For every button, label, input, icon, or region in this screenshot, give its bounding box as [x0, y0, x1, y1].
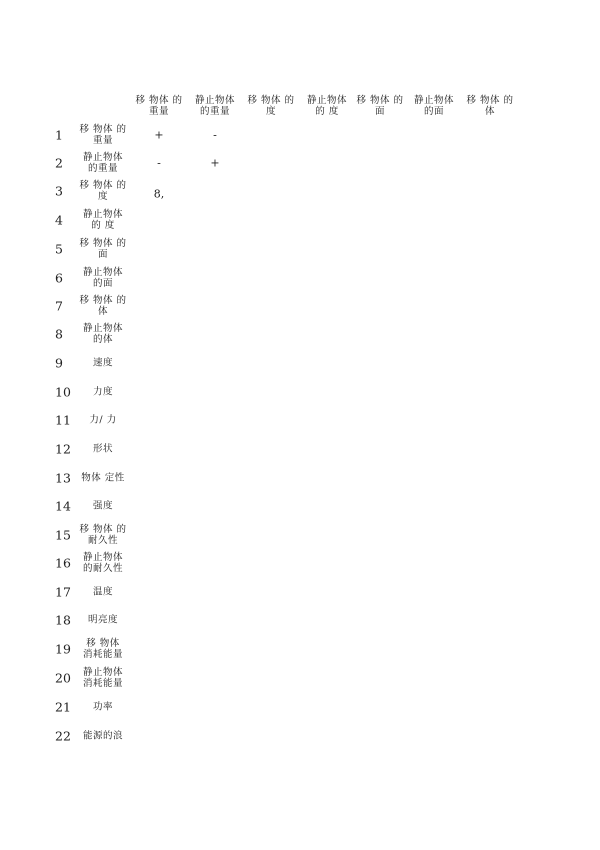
column-header: [243, 95, 299, 117]
column-header-line1: 静止物体: [413, 95, 454, 106]
table-row: [0, 693, 600, 721]
row-number: 7: [55, 298, 63, 314]
row-number: 3: [55, 183, 63, 199]
row-label-line1: 功率: [92, 701, 113, 713]
table-row: [0, 722, 600, 750]
row-label-line2: 度: [97, 191, 108, 202]
row-label-line2: 消耗能量: [82, 649, 123, 660]
table-row: [0, 235, 600, 263]
row-number: 5: [55, 241, 63, 257]
column-header-line2: 的 度: [315, 106, 339, 117]
row-label: [75, 731, 131, 742]
column-header-line1: 移 物体 的: [135, 95, 183, 106]
row-number: 9: [55, 355, 63, 371]
row-label: [75, 295, 131, 317]
row-label: [75, 238, 131, 260]
table-row: [0, 149, 600, 177]
column-header-line2: 度: [265, 106, 276, 117]
row-label: [75, 473, 131, 484]
row-number: 11: [55, 412, 71, 428]
table-row: [0, 435, 600, 463]
row-label-line1: 移 物体 的: [79, 180, 127, 191]
column-header-line2: 的面: [423, 106, 444, 117]
row-label-line1: 明亮度: [87, 614, 118, 626]
table-row: [0, 492, 600, 520]
table-row: [0, 177, 600, 205]
column-header-line1: 静止物体: [306, 95, 347, 106]
row-label: [75, 638, 131, 660]
row-label: [75, 387, 131, 398]
row-label-line2: 的面: [92, 278, 113, 289]
table-row: [0, 464, 600, 492]
row-label: [75, 152, 131, 174]
row-label-line2: 重量: [92, 135, 113, 146]
row-label-line1: 速度: [92, 357, 113, 369]
column-header-line1: 移 物体 的: [466, 95, 514, 106]
row-label-line1: 能源的浪: [82, 730, 123, 742]
table-row: [0, 635, 600, 663]
row-label-line2: 耐久性: [87, 535, 118, 546]
column-header: [462, 95, 518, 117]
row-number: 4: [55, 212, 63, 228]
row-number: 8: [55, 326, 63, 342]
row-label: [75, 552, 131, 574]
column-header-line1: 移 物体 的: [356, 95, 404, 106]
row-label-line1: 温度: [92, 586, 113, 598]
row-label-line1: 强度: [92, 500, 113, 512]
row-number: 6: [55, 270, 63, 286]
row-label-line1: 移 物体 的: [79, 238, 127, 249]
table-row: [0, 206, 600, 234]
column-header: [299, 95, 355, 117]
row-number: 10: [55, 384, 71, 400]
row-number: 13: [55, 470, 71, 486]
row-label-line1: 形状: [92, 443, 113, 455]
row-label-line2: 的重量: [87, 163, 118, 174]
table-row: [0, 320, 600, 348]
row-label-line1: 移 物体 的: [79, 295, 127, 306]
row-label-line2: 的体: [92, 334, 113, 345]
matrix-cell: +: [154, 128, 164, 142]
row-label-line1: 移 物体: [86, 638, 120, 649]
column-header: [187, 95, 243, 117]
row-label-line1: 静止物体: [82, 152, 123, 163]
table-row: [0, 578, 600, 606]
row-label: [75, 615, 131, 626]
row-label-line2: 面: [97, 249, 108, 260]
row-number: 21: [55, 699, 71, 715]
row-label-line1: 静止物体: [82, 323, 123, 334]
row-label-line1: 静止物体: [82, 552, 123, 563]
row-number: 15: [55, 527, 71, 543]
row-label-line1: 力度: [92, 386, 113, 398]
row-label-line1: 移 物体 的: [79, 524, 127, 535]
row-label: [75, 358, 131, 369]
row-number: 22: [55, 728, 71, 744]
row-label: [75, 444, 131, 455]
table-row: [0, 521, 600, 549]
table-row: [0, 549, 600, 577]
matrix-cell: +: [210, 156, 220, 170]
row-label-line2: 体: [97, 306, 108, 317]
row-label-line1: 静止物体: [82, 667, 123, 678]
matrix-cell: 8,: [153, 187, 165, 201]
table-row: [0, 664, 600, 692]
row-label-line2: 的耐久性: [82, 563, 123, 574]
column-header-line2: 重量: [148, 106, 169, 117]
row-label: [75, 587, 131, 598]
row-label-line1: 力/ 力: [89, 414, 117, 426]
row-label-line1: 静止物体: [82, 267, 123, 278]
row-label: [75, 501, 131, 512]
row-label-line2: 的 度: [91, 220, 115, 231]
row-number: 19: [55, 641, 71, 657]
row-number: 16: [55, 555, 71, 571]
row-number: 18: [55, 612, 71, 628]
row-label-line1: 物体 定性: [81, 472, 125, 484]
column-header-line2: 的重量: [199, 106, 230, 117]
column-header-line2: 面: [374, 106, 385, 117]
row-label: [75, 667, 131, 689]
column-header: [352, 95, 408, 117]
row-label: [75, 702, 131, 713]
column-header: [131, 95, 187, 117]
row-label-line1: 移 物体 的: [79, 124, 127, 135]
row-number: 2: [55, 155, 63, 171]
row-number: 20: [55, 670, 71, 686]
row-label: [75, 415, 131, 426]
table-row: [0, 292, 600, 320]
table-row: [0, 264, 600, 292]
matrix-cell: -: [157, 156, 161, 170]
table-row: [0, 406, 600, 434]
row-label: [75, 323, 131, 345]
matrix-cell: -: [213, 128, 217, 142]
row-number: 14: [55, 498, 71, 514]
row-label-line2: 消耗能量: [82, 678, 123, 689]
row-label: [75, 180, 131, 202]
table-row: [0, 121, 600, 149]
table-row: [0, 349, 600, 377]
column-header: [406, 95, 462, 117]
row-label-line1: 静止物体: [82, 209, 123, 220]
row-label: [75, 209, 131, 231]
column-header-line1: 静止物体: [194, 95, 235, 106]
table-row: [0, 378, 600, 406]
row-label: [75, 524, 131, 546]
table-row: [0, 606, 600, 634]
column-header-line1: 移 物体 的: [247, 95, 295, 106]
row-label: [75, 267, 131, 289]
row-number: 17: [55, 584, 71, 600]
column-header-line2: 体: [484, 106, 495, 117]
row-number: 1: [55, 127, 63, 143]
row-label: [75, 124, 131, 146]
row-number: 12: [55, 441, 71, 457]
